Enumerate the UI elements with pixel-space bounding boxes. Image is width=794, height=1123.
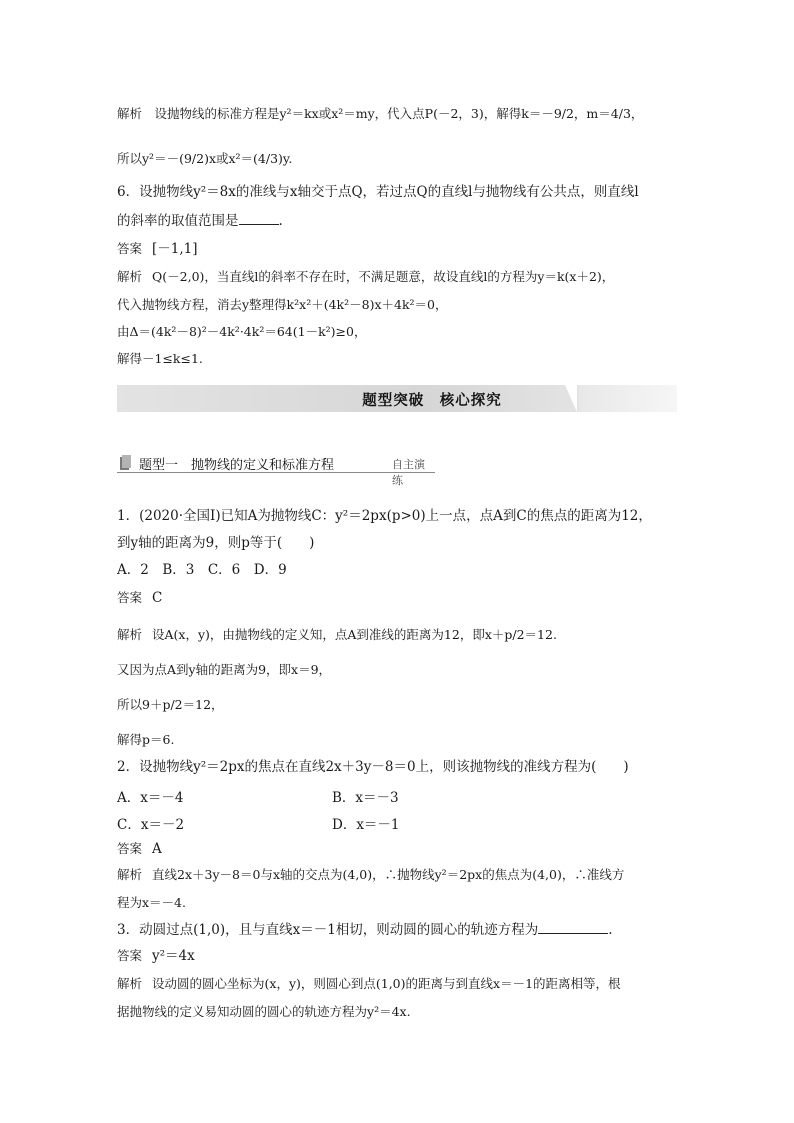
solution-text: 设动圆的圆心坐标为(x，y)，则圆心到点(1,0)的距离与到直线x＝－1的距离相等，根 <box>152 976 621 991</box>
banner-divider <box>565 385 577 412</box>
solution-line: 所以y²＝－(9/2)x或x²＝(4/3)y. <box>117 151 293 166</box>
solution-2-line2: 程为x＝－4. <box>117 895 186 910</box>
solution-6-line2: 代入抛物线方程，消去y整理得k²x²＋(4k²－8)x＋4k²＝0， <box>117 297 448 312</box>
answer-value: A <box>152 841 162 857</box>
option-b: B．x＝－3 <box>332 790 399 806</box>
option-a: A．x＝－4 <box>117 790 184 806</box>
answer-label: 答案 <box>117 590 143 605</box>
answer-6 <box>117 240 677 258</box>
answer-label: 答案 <box>117 948 143 963</box>
solution-text: Q(－2,0)，当直线l的斜率不存在时，不满足题意，故设直线l的方程为y＝k(x＋2)， <box>152 269 615 284</box>
option-d: D．x＝－1 <box>332 817 400 833</box>
solution-line: 解析 设抛物线的标准方程是y²＝kx或x²＝my，代入点P(－2，3)，解得k＝－9/2，m＝4/3， <box>117 106 644 121</box>
solution-1-line3: 所以9＋p/2＝12， <box>117 697 224 712</box>
question-6-line2 <box>117 212 677 230</box>
answer-value: C <box>152 590 163 606</box>
question-text: . <box>608 922 613 938</box>
section-heading <box>117 454 435 487</box>
solution-6-line1 <box>117 268 677 286</box>
question-6-line1: 6．设抛物线y²＝8x的准线与x轴交于点Q，若过点Q的直线l与抛物线有公共点，则直线l <box>117 184 639 200</box>
question-1-line2: 到y轴的距离为9，则p等于( ) <box>117 535 315 551</box>
banner-tail <box>579 385 677 412</box>
section-banner <box>117 385 677 412</box>
answer-1 <box>117 589 677 607</box>
question-text: 的斜率的取值范围是 <box>117 213 239 229</box>
question-text: 3．动圆过点(1,0)，且与直线x＝－1相切，则动圆的圆心的轨迹方程为 <box>117 922 539 938</box>
question-1-options: A．2 B．3 C．6 D．9 <box>117 562 287 578</box>
question-3 <box>117 921 677 939</box>
solution-text: 直线2x＋3y－8＝0与x轴的交点为(4,0)，∴抛物线y²＝2px的焦点为(4,0)，∴准线方 <box>152 867 625 882</box>
question-2: 2．设抛物线y²＝2px的焦点在直线2x＋3y－8＝0上，则该抛物线的准线方程为( ) <box>117 759 629 775</box>
section-tag: 自主演练 <box>392 458 425 487</box>
answer-value: [－1,1] <box>152 241 198 257</box>
solution-6-line3: 由Δ＝(4k²－8)²－4k²·4k²＝64(1－k²)≥0， <box>117 324 367 339</box>
question-text: . <box>278 213 283 229</box>
answer-blank <box>538 921 608 934</box>
solution-label: 解析 <box>117 269 143 284</box>
solution-6-line4: 解得－1≤k≤1. <box>117 351 203 366</box>
solution-2-line1 <box>117 866 677 884</box>
solution-3-line1 <box>117 975 677 993</box>
bookmark-icon <box>119 455 133 475</box>
solution-text: 设A(x，y)，由抛物线的定义知，点A到准线的距离为12，即x＋p/2＝12. <box>152 627 557 642</box>
answer-blank <box>239 212 279 225</box>
solution-label: 解析 <box>117 976 143 991</box>
solution-3-line2: 据抛物线的定义易知动圆的圆心的轨迹方程为y²＝4x. <box>117 1004 411 1019</box>
solution-label: 解析 <box>117 627 143 642</box>
answer-label: 答案 <box>117 841 143 856</box>
option-c: C．x＝－2 <box>117 817 185 833</box>
answer-label: 答案 <box>117 241 143 256</box>
banner-title: 题型突破 核心探究 <box>362 393 502 409</box>
answer-3 <box>117 947 677 965</box>
solution-label: 解析 <box>117 867 143 882</box>
answer-value: y²＝4x <box>152 948 195 964</box>
solution-1-line2: 又因为点A到y轴的距离为9，即x＝9， <box>117 662 332 677</box>
answer-2 <box>117 840 677 858</box>
solution-1-line4: 解得p＝6. <box>117 732 175 747</box>
question-1-line1: 1．(2020·全国Ⅰ)已知A为抛物线C：y²＝2px(p>0)上一点，点A到C的焦点的距离为12， <box>117 508 652 524</box>
section-title: 题型一 抛物线的定义和标准方程 <box>139 458 335 473</box>
solution-1-line1 <box>117 626 677 644</box>
